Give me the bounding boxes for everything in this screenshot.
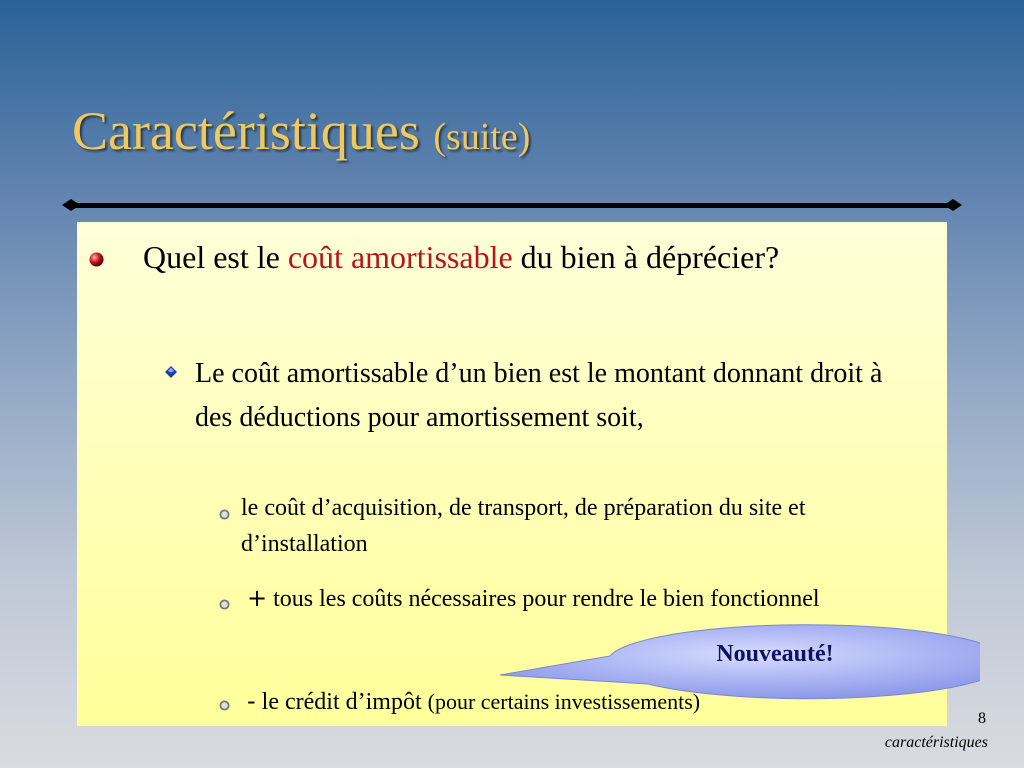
- title-divider: [62, 195, 962, 215]
- page-number: 8: [978, 710, 986, 727]
- bullet3c-text: le crédit d’impôt: [255, 689, 428, 715]
- minus-symbol: -: [247, 687, 256, 715]
- bullet-level3-costs: [241, 580, 931, 617]
- bullet3b-text: tous les coûts nécessaires pour rendre le bien fonctionnel: [267, 586, 820, 612]
- ring-bullet-icon: [219, 599, 230, 610]
- callout-text: Nouveauté!: [716, 641, 834, 667]
- bullet-level2: Le coût amortissable d’un bien est le montant donnant droit à des déductions pour amortissement soit,: [195, 358, 883, 433]
- bullet3c-paren: (pour certains investissements): [427, 689, 701, 714]
- plus-symbol: +: [247, 584, 268, 612]
- slide-title-sub: (suite): [433, 116, 531, 158]
- ring-bullet-icon: [219, 700, 230, 711]
- bullet-level3-acquisition: le coût d’acquisition, de transport, de préparation du site et d’installation: [241, 495, 806, 557]
- bullet1-suffix: du bien à déprécier?: [512, 239, 780, 275]
- bullet1-highlight: coût amortissable: [287, 239, 513, 275]
- slide-title-main: Caractéristiques: [72, 101, 420, 161]
- footer-label: caractéristiques: [884, 734, 988, 751]
- blue-diamond-bullet-icon: [165, 366, 177, 378]
- red-sphere-bullet-icon: [89, 252, 104, 267]
- ring-bullet-icon: [219, 509, 230, 520]
- slide-title: [72, 100, 530, 162]
- bullet-level1: [143, 232, 903, 282]
- bullet1-prefix: Quel est le: [143, 239, 288, 275]
